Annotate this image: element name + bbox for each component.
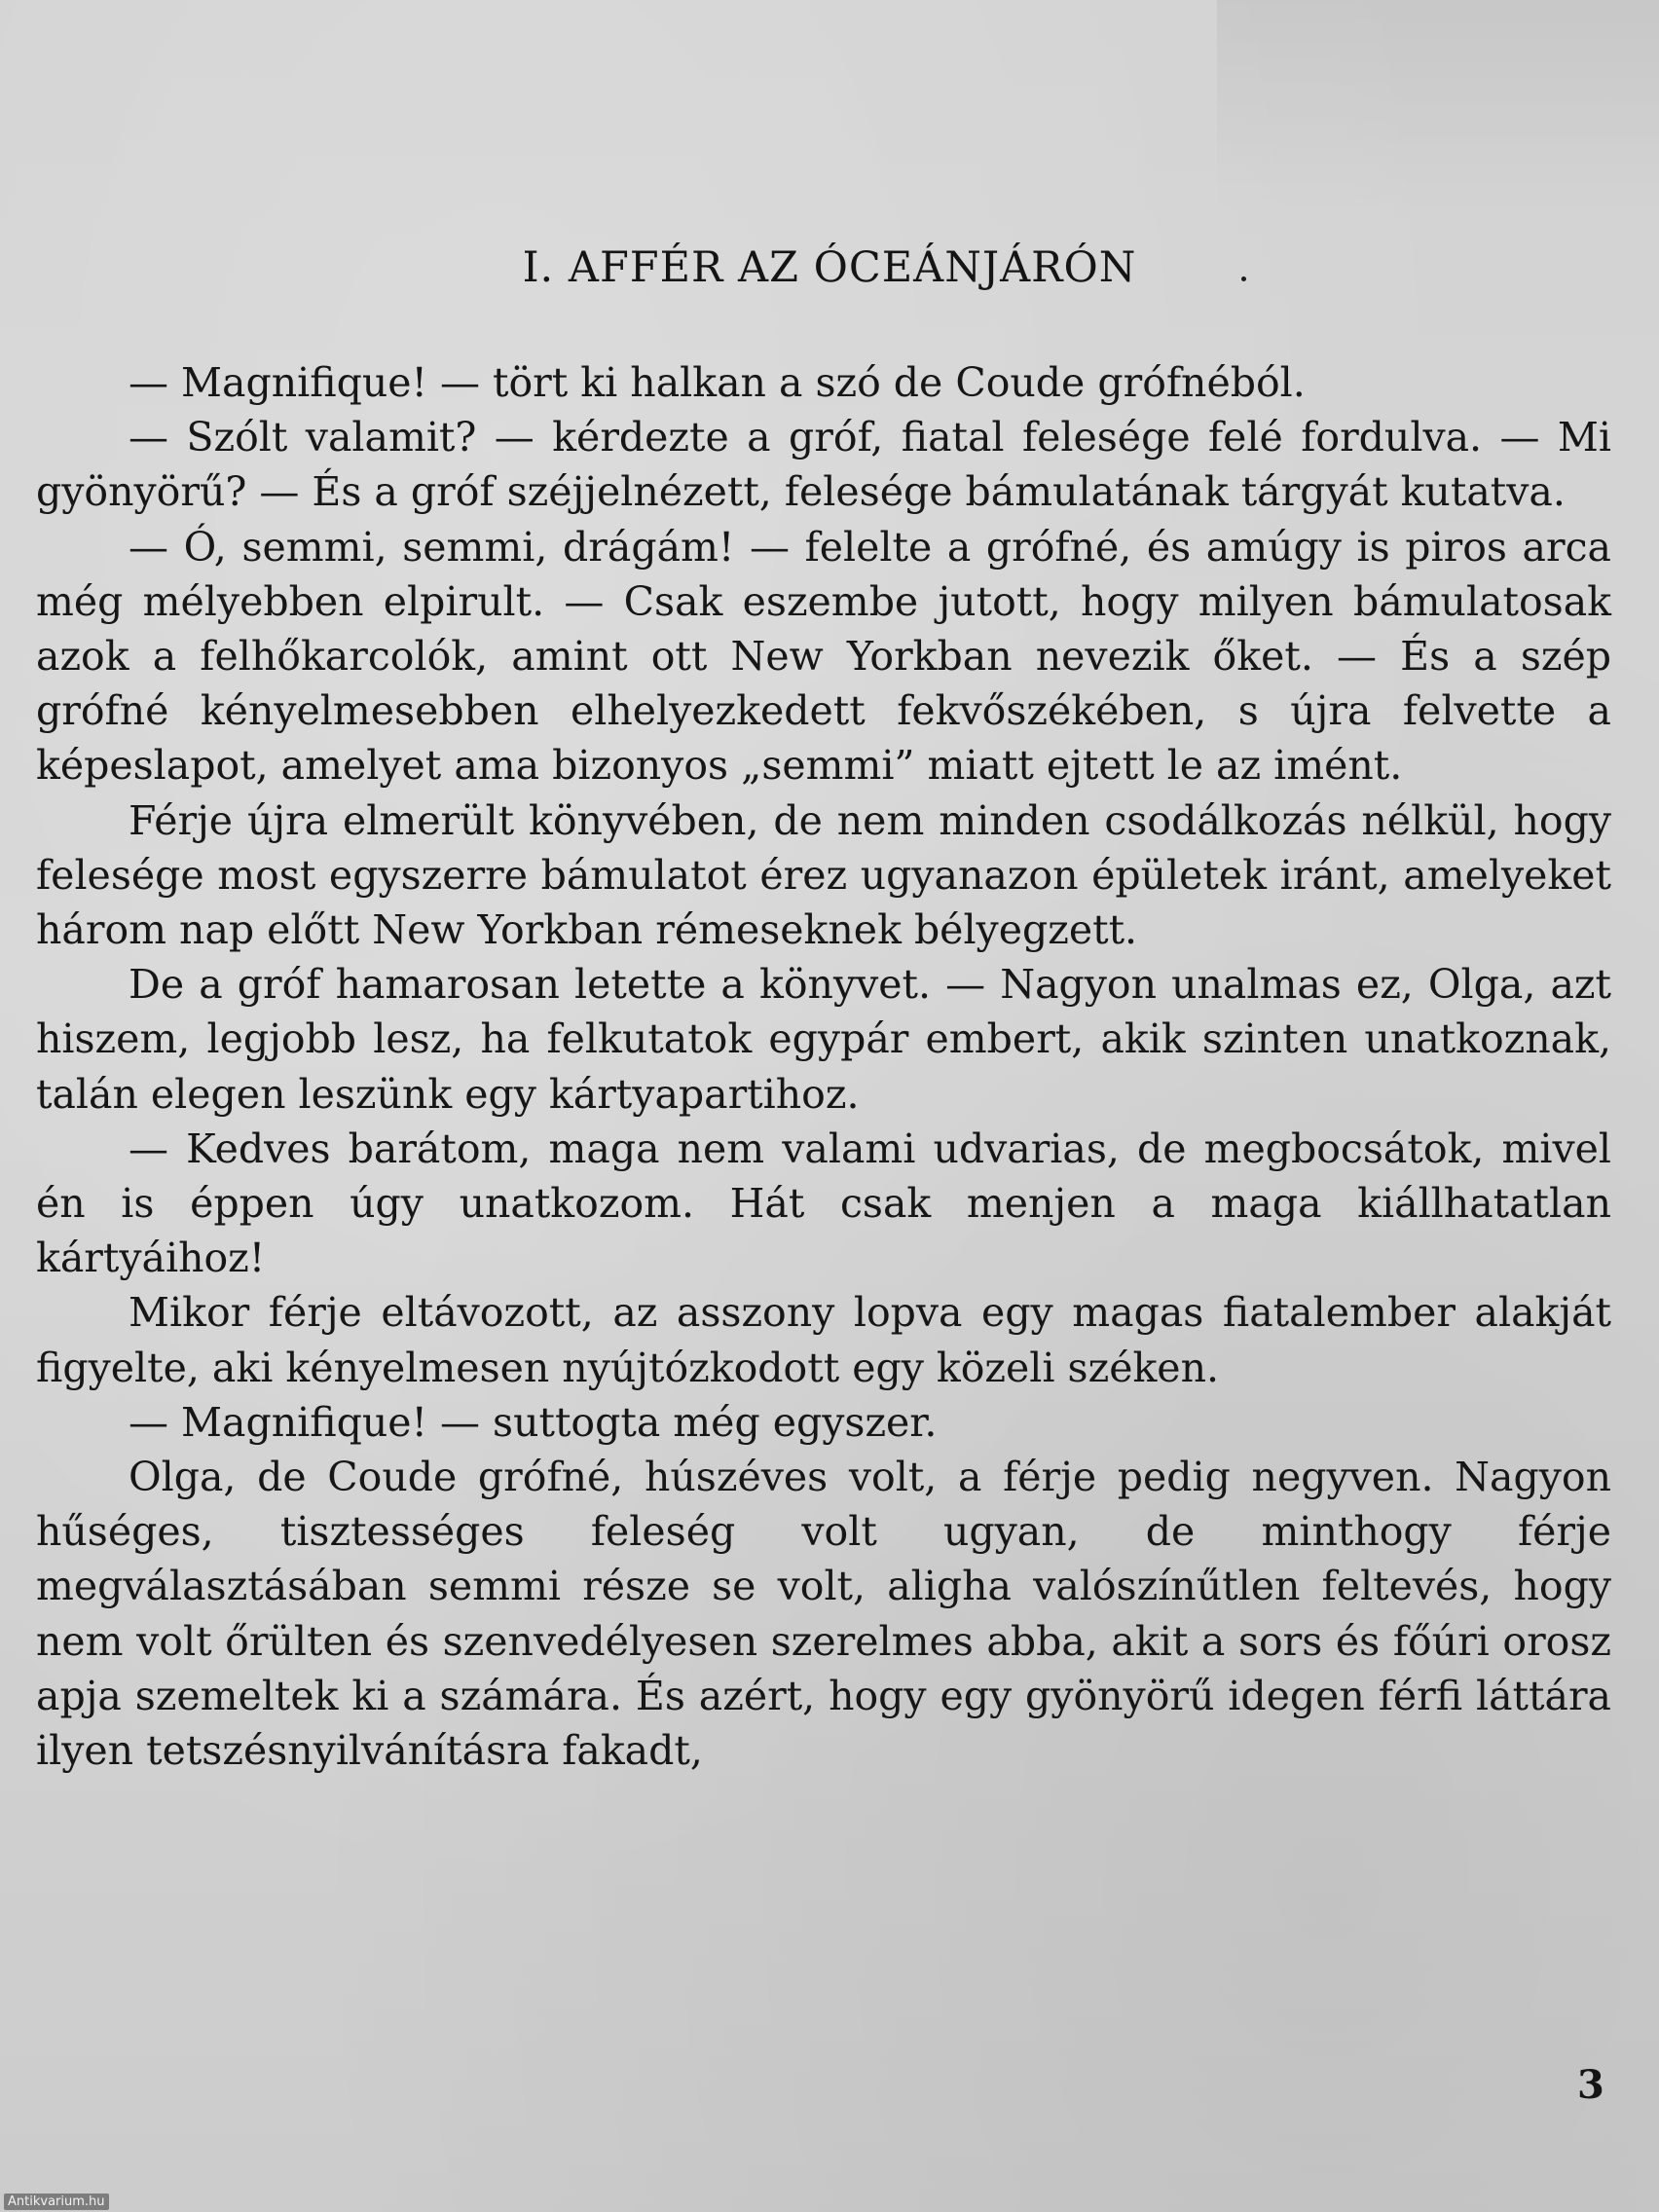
paragraph: — Szólt valamit? — kérdezte a gróf, fiatal felesége felé fordulva. — Mi gyönyörű? — És a gróf széjjelnézett, felesége bámulatának tárgyát kutatva.	[36, 414, 1611, 516]
paragraph: — Kedves barátom, maga nem valami udvarias, de megbocsátok, mivel én is éppen úgy unatkozom. Hát csak menjen a maga kiállhatatlan kártyáihoz!	[36, 1124, 1611, 1282]
paragraph: — Ó, semmi, semmi, drágám! — felelte a grófné, és amúgy is piros arca még mélyebben elpirult. — Csak eszembe jutott, hogy milyen bámulatosak azok a felhőkarcolók, amint ott New Yorkban nevezik őket. — És a szép grófné kényelmesebben elhelyezkedett fekvőszékében, s újra felvette a képeslapot, amelyet ama bizonyos „semmi” miatt ejtett le az imént.	[36, 523, 1611, 790]
paragraph: De a gróf hamarosan letette a könyvet. — Nagyon unalmas ez, Olga, azt hiszem, legjobb lesz, ha felkutatok egypár embert, akik szinten unatkoznak, talán elegen leszünk egy kártyapartihoz.	[36, 961, 1611, 1118]
chapter-title: I. AFFÉR AZ ÓCEÁNJÁRÓN	[522, 243, 1137, 292]
paragraph: Olga, de Coude grófné, húszéves volt, a férje pedig negyven. Nagyon hűséges, tisztességes feleség volt ugyan, de minthogy férje megválasztásában semmi része se volt, aligha valószínűtlen feltevés, hogy nem volt őrülten és szenvedélyesen szerelmes abba, akit a sors és főúri orosz apja szemeltek ki a számára. És azért, hogy egy gyönyörű idegen férfi láttára ilyen tetszésnyilvánításra fakadt,	[36, 1454, 1611, 1775]
paragraph: — Magnifique! — tört ki halkan a szó de Coude grófnéból.	[129, 359, 1306, 406]
paper-shading	[1217, 0, 1659, 214]
watermark: Antikvarium.hu	[4, 2194, 109, 2210]
paragraph: Férje újra elmerült könyvében, de nem minden csodálkozás nélkül, hogy felesége most egyszerre bámulatot érez ugyanazon épületek iránt, amelyeket három nap előtt New Yorkban rémeseknek bélyegzett.	[36, 796, 1611, 954]
ink-speck	[1241, 276, 1246, 281]
paragraph: Mikor férje eltávozott, az asszony lopva egy magas fiatalember alakját figyelte, aki kényelmesen nyújtózkodott egy közeli széken.	[36, 1289, 1611, 1391]
page-number: 3	[1577, 2062, 1604, 2108]
paragraph: — Magnifique! — suttogta még egyszer.	[129, 1398, 938, 1446]
body-text	[36, 355, 1611, 1778]
